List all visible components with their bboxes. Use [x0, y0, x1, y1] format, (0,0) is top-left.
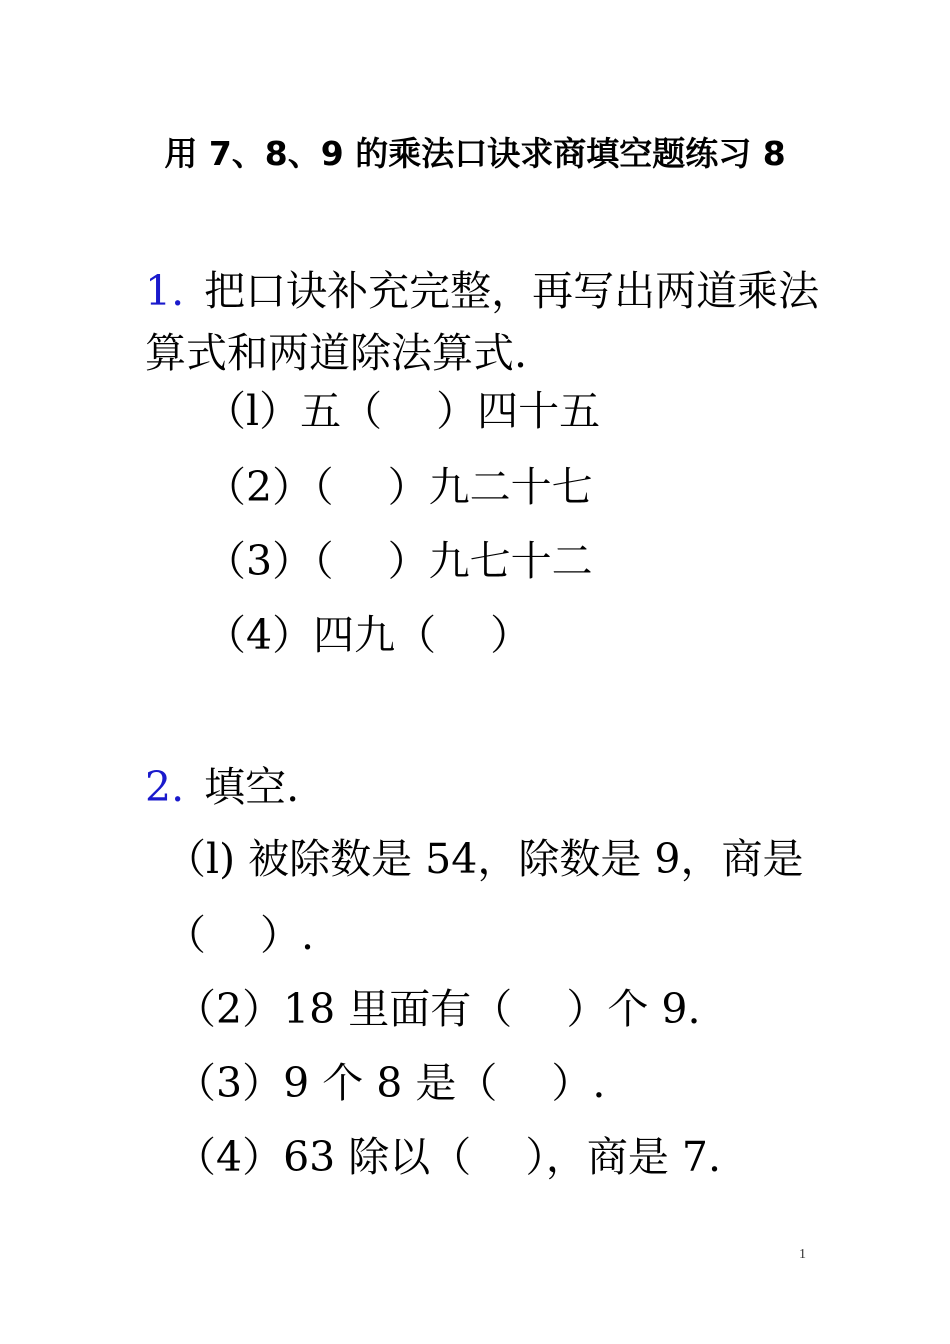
q1-item-2: （2）（ ）九二十七 [205, 463, 593, 511]
q1-item-1: （l）五（ ）四十五 [205, 387, 601, 435]
page-title: 用 7、8、9 的乘法口诀求商填空题练习 8 [164, 134, 786, 173]
question-1-text: 把口诀补充完整，再写出两道乘法算式和两道除法算式. [145, 267, 820, 377]
question-2-number: 2. [145, 763, 185, 811]
q2-item-3: （3）9 个 8 是（ ）. [175, 1059, 606, 1107]
question-2-text: 填空. [204, 763, 300, 811]
question-1-number: 1. [145, 267, 185, 315]
question-2 [145, 756, 825, 818]
q1-item-4: （4）四九（ ） [205, 611, 532, 659]
q2-item-2: （2）18 里面有（ ）个 9. [175, 985, 701, 1033]
q2-item-1-continued: （ ）. [165, 911, 315, 959]
q2-item-4: （4）63 除以（ ），商是 7. [175, 1133, 721, 1181]
question-1 [145, 260, 825, 384]
q2-item-1: （l) 被除数是 54，除数是 9，商是 [165, 835, 804, 883]
page-number: 1 [799, 1247, 806, 1262]
q1-item-3: （3）（ ）九七十二 [205, 537, 593, 585]
